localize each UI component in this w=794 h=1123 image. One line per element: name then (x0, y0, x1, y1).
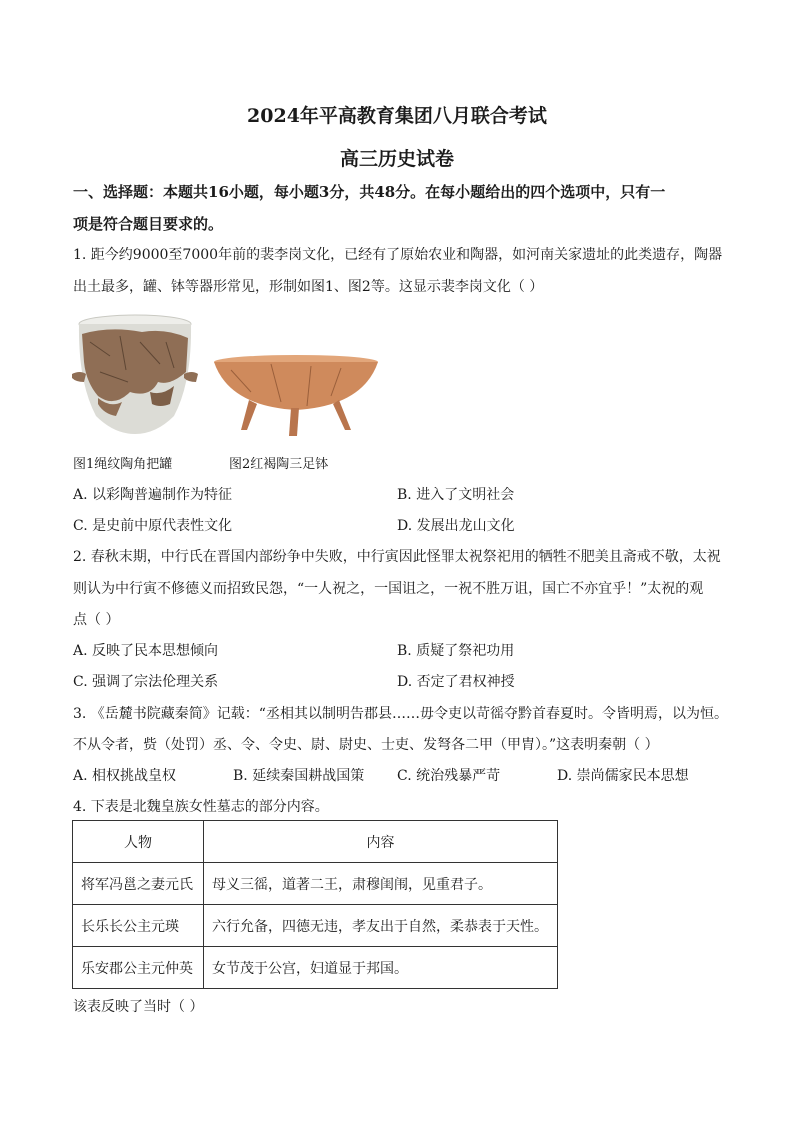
table-row (73, 947, 558, 989)
q1-option-d[interactable]: D. 发展出龙山文化 (397, 518, 515, 534)
table-cell-content: 六行允备，四德无违，孝友出于自然，柔恭表于天性。 (204, 905, 558, 947)
table-cell-person: 乐安郡公主元仲英 (73, 947, 204, 989)
exam-title: 2024年平高教育集团八月联合考试 (247, 105, 547, 127)
q1-option-c[interactable]: C. 是史前中原代表性文化 (73, 518, 233, 534)
table-row (73, 905, 558, 947)
q4-stem-after: 该表反映了当时（ ） (73, 999, 204, 1015)
table-cell-content: 女节茂于公宫，妇道显于邦国。 (204, 947, 558, 989)
figure2-tripod-bowl-image (211, 352, 381, 438)
q2-stem-line1: 2. 春秋末期，中行氏在晋国内部纷争中失败，中行寅因此怪罪太祝祭祀用的牺牲不肥美且斋戒不敬，太祝 (73, 549, 721, 565)
q2-option-c[interactable]: C. 强调了宗法伦理关系 (73, 674, 219, 690)
q3-option-c[interactable]: C. 统治残暴严苛 (397, 768, 501, 784)
table-cell-person: 将军冯邕之妻元氏 (73, 863, 204, 905)
q3-option-a[interactable]: A. 相权挑战皇权 (73, 768, 177, 784)
q1-stem-line1: 1. 距今约9000至7000年前的裴李岗文化，已经有了原始农业和陶器，如河南关家遗址的此类遗存，陶器 (73, 247, 723, 263)
table-cell-person: 长乐长公主元瑛 (73, 905, 204, 947)
figure1-caption: 图1绳纹陶角把罐 (73, 457, 173, 472)
q2-stem-line3: 点（ ） (73, 612, 120, 628)
q2-stem-line2: 则认为中行寅不修德义而招致民怨，“一人祝之，一国诅之，一祝不胜万诅，国亡不亦宜乎！”太祝的观 (73, 581, 704, 597)
q3-option-b[interactable]: B. 延续秦国耕战国策 (233, 768, 365, 784)
q3-stem-line1: 3. 《岳麓书院藏秦简》记载：“丞相其以制明告郡县……毋令吏以苛徭夺黔首春夏时。令皆明焉，以为恒。 (73, 706, 728, 722)
q2-option-a[interactable]: A. 反映了民本思想倾向 (73, 643, 219, 659)
table-header-content: 内容 (204, 821, 558, 863)
q4-table (72, 820, 558, 989)
table-cell-content: 母义三徭，道著二王，肃穆闺闱，见重君子。 (204, 863, 558, 905)
table-row (73, 863, 558, 905)
table-header-row (73, 821, 558, 863)
q2-option-d[interactable]: D. 否定了君权神授 (397, 674, 515, 690)
q1-option-a[interactable]: A. 以彩陶普遍制作为特征 (73, 487, 233, 503)
table-header-person: 人物 (73, 821, 204, 863)
exam-subtitle: 高三历史试卷 (339, 148, 454, 170)
q3-option-d[interactable]: D. 崇尚儒家民本思想 (557, 768, 689, 784)
q1-stem-line2: 出土最多，罐、钵等器形常见，形制如图1、图2等。这显示裴李岗文化（ ） (73, 279, 544, 295)
section-instructions-line1: 一、选择题：本题共16小题，每小题3分，共48分。在每小题给出的四个选项中，只有一 (73, 183, 666, 201)
q1-option-b[interactable]: B. 进入了文明社会 (397, 487, 515, 503)
q2-option-b[interactable]: B. 质疑了祭祀功用 (397, 643, 515, 659)
figure2-caption: 图2红褐陶三足钵 (229, 457, 329, 472)
section-instructions-line2: 项是符合题目要求的。 (73, 215, 224, 233)
q4-stem-line1: 4. 下表是北魏皇族女性墓志的部分内容。 (73, 799, 329, 815)
q3-stem-line2: 不从令者，赀（处罚）丞、令、令史、尉、尉史、士吏、发弩各二甲（甲胄）。”这表明秦朝（ ） (73, 737, 659, 753)
figure1-pottery-jar-image (70, 312, 200, 436)
